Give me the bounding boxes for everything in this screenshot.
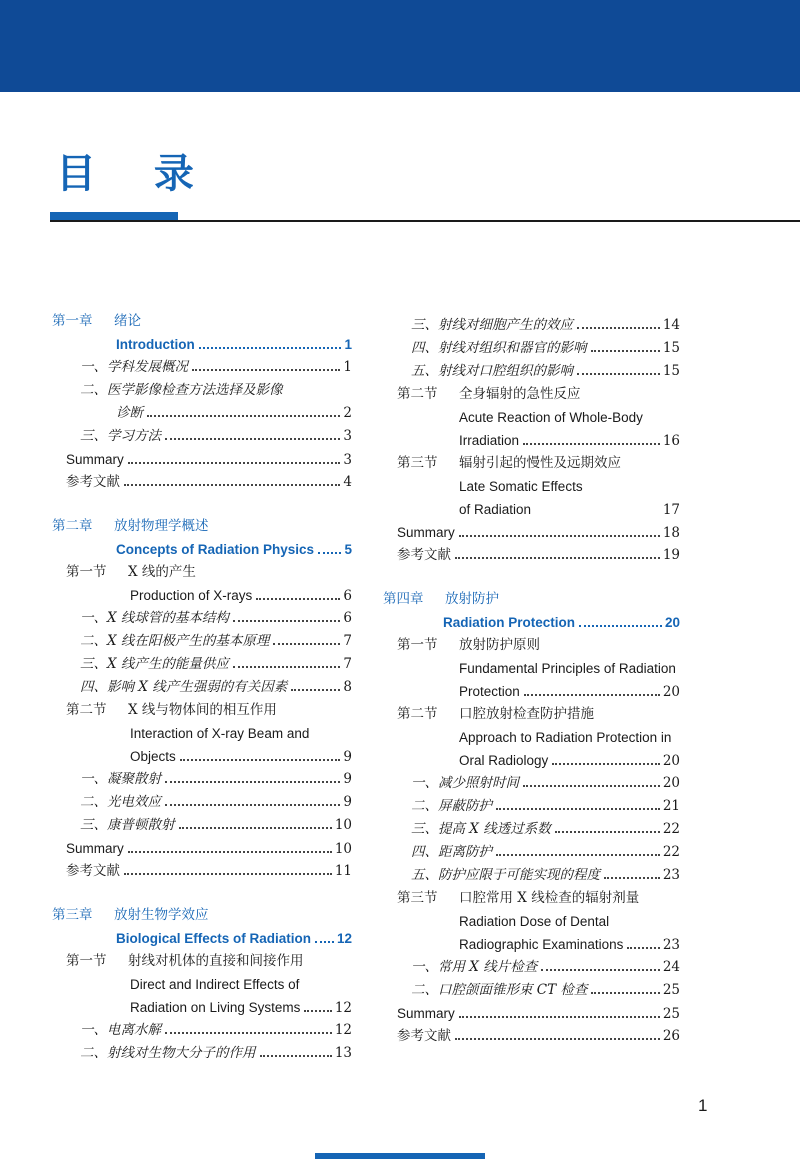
entry-label: 二、X 线在阳极产生的基本原理 — [80, 633, 270, 649]
toc-entry — [52, 1019, 352, 1042]
section-heading — [383, 887, 680, 910]
section-number: 第二节 — [66, 702, 107, 718]
toc-entry — [383, 749, 680, 772]
chapter-title: 绪论 — [114, 313, 141, 329]
toc-entry — [383, 360, 680, 383]
section-title: X 线的产生 — [128, 564, 196, 580]
section-title: 口腔常用 X 线检查的辐射剂量 — [459, 890, 640, 906]
leader-dots — [459, 535, 660, 537]
toc-entry — [383, 1002, 680, 1025]
leader-dots — [459, 1016, 660, 1018]
chapter-number: 第四章 — [383, 591, 424, 607]
entry-label: 一、电离水解 — [80, 1022, 161, 1038]
leader-dots — [165, 781, 340, 783]
chapter-number: 第二章 — [52, 518, 93, 534]
toc-entry — [52, 425, 352, 448]
toc-entry — [52, 745, 352, 768]
page-ref: 7 — [343, 656, 352, 672]
entry-label: 五、射线对口腔组织的影响 — [411, 363, 573, 379]
leader-dots — [291, 689, 340, 691]
entry-label: 二、屏蔽防护 — [411, 798, 492, 814]
page-ref: 22 — [662, 844, 680, 860]
page-ref: 14 — [662, 317, 680, 333]
leader-dots — [179, 827, 332, 829]
entry-label: 四、距离防护 — [411, 844, 492, 860]
page-number: 1 — [698, 1096, 708, 1115]
toc-entry — [383, 544, 680, 567]
section-title: 口腔放射检查防护措施 — [459, 706, 594, 722]
bottom-accent-bar — [315, 1153, 485, 1159]
toc-entry — [383, 680, 680, 703]
toc-entry — [383, 657, 680, 680]
toc-entry — [383, 475, 680, 498]
page-ref: 1 — [344, 337, 352, 352]
toc-entry — [52, 973, 352, 996]
entry-label: 二、光电效应 — [80, 794, 161, 810]
chapter-spacer — [52, 494, 352, 515]
page-ref: 19 — [662, 547, 680, 563]
toc-entry — [52, 448, 352, 471]
page-ref: 5 — [344, 542, 352, 557]
section-number: 第二节 — [397, 706, 438, 722]
toc-entry — [383, 979, 680, 1002]
page-ref: 13 — [334, 1045, 352, 1061]
page-ref: 2 — [343, 405, 352, 421]
leader-dots — [591, 350, 660, 352]
section-title: 射线对机体的直接和间接作用 — [128, 953, 304, 969]
entry-label: of Radiation — [459, 502, 532, 517]
leader-dots — [124, 873, 332, 875]
page-ref: 20 — [662, 753, 680, 769]
leader-dots — [128, 462, 341, 464]
leader-dots — [233, 620, 341, 622]
leader-dots — [496, 854, 660, 856]
page-ref: 26 — [662, 1028, 680, 1044]
entry-label: 一、凝聚散射 — [80, 771, 161, 787]
toc-entry — [383, 406, 680, 429]
leader-dots — [577, 373, 660, 375]
entry-label: Direct and Indirect Effects of — [130, 977, 300, 992]
entry-label: 参考文献 — [66, 474, 120, 490]
entry-label: 三、提高 X 线透过系数 — [411, 821, 551, 837]
chapter-spacer — [383, 567, 680, 588]
entry-label: Interaction of X-ray Beam and — [130, 726, 310, 741]
section-heading — [383, 452, 680, 475]
entry-label: Irradiation — [459, 433, 520, 448]
toc-entry — [383, 864, 680, 887]
toc-right-column — [383, 314, 680, 1048]
toc-entry — [383, 772, 680, 795]
toc-entry — [383, 429, 680, 452]
leader-dots — [124, 484, 340, 486]
section-title: X 线与物体间的相互作用 — [128, 702, 277, 718]
toc-entry — [383, 726, 680, 749]
entry-label: Summary — [397, 525, 455, 540]
toc-entry — [52, 356, 352, 379]
page-ref: 9 — [343, 771, 352, 787]
toc-entry — [52, 722, 352, 745]
entry-label: Approach to Radiation Protection in — [459, 730, 672, 745]
entry-label: Summary — [397, 1006, 455, 1021]
chapter-english-label: Radiation Protection — [443, 615, 576, 630]
page-ref: 22 — [662, 821, 680, 837]
page-ref: 7 — [343, 633, 352, 649]
leader-dots — [455, 557, 660, 559]
chapter-heading — [52, 310, 352, 333]
entry-label: Radiographic Examinations — [459, 937, 624, 952]
section-number: 第三节 — [397, 890, 438, 906]
toc-entry — [383, 818, 680, 841]
page-ref: 3 — [343, 428, 352, 444]
page-ref: 6 — [343, 610, 352, 626]
entry-label: 一、常用 X 线片检查 — [411, 959, 538, 975]
entry-label: 四、射线对组织和器官的影响 — [411, 340, 587, 356]
toc-entry — [52, 837, 352, 860]
chapter-heading — [52, 515, 352, 538]
entry-label: 二、射线对生物大分子的作用 — [80, 1045, 256, 1061]
toc-entry — [383, 910, 680, 933]
toc-entry — [383, 337, 680, 360]
entry-label: Summary — [66, 452, 124, 467]
toc-entry — [52, 676, 352, 699]
section-heading — [52, 699, 352, 722]
leader-dots — [315, 941, 334, 943]
entry-label: 诊断 — [116, 405, 143, 421]
section-heading — [52, 950, 352, 973]
page-ref: 24 — [662, 959, 680, 975]
page-ref: 21 — [662, 798, 680, 814]
entry-label: Summary — [66, 841, 124, 856]
entry-label: 参考文献 — [66, 863, 120, 879]
entry-label: 参考文献 — [397, 547, 451, 563]
page-ref: 23 — [662, 937, 680, 953]
page-ref: 16 — [662, 433, 680, 449]
toc-entry — [383, 498, 680, 521]
title-rule — [50, 220, 800, 222]
leader-dots — [591, 992, 659, 994]
toc-entry — [383, 521, 680, 544]
toc-left-column — [52, 310, 352, 1065]
page-ref: 9 — [343, 749, 352, 765]
leader-dots — [524, 694, 660, 696]
chapter-english-title — [52, 333, 352, 356]
entry-label: Oral Radiology — [459, 753, 549, 768]
entry-label: 一、X 线球管的基本结构 — [80, 610, 229, 626]
toc-entry — [52, 860, 352, 883]
leader-dots — [496, 808, 660, 810]
leader-dots — [555, 831, 660, 833]
toc-entry — [383, 841, 680, 864]
entry-label: Radiation on Living Systems — [130, 1000, 301, 1015]
entry-label: Late Somatic Effects — [459, 479, 583, 494]
page-ref: 15 — [662, 363, 680, 379]
page-ref: 15 — [662, 340, 680, 356]
page-ref: 4 — [343, 474, 352, 490]
page-ref: 25 — [662, 982, 680, 998]
toc-entry — [52, 791, 352, 814]
leader-dots — [541, 969, 660, 971]
toc-entry — [52, 379, 352, 402]
entry-label: 三、X 线产生的能量供应 — [80, 656, 229, 672]
header-color-block — [0, 0, 800, 92]
page-ref: 12 — [336, 931, 352, 946]
page-ref: 11 — [334, 863, 352, 879]
leader-dots — [192, 369, 340, 371]
section-number: 第二节 — [397, 386, 438, 402]
chapter-title: 放射物理学概述 — [114, 518, 209, 534]
toc-entry — [383, 314, 680, 337]
page-ref: 1 — [343, 359, 352, 375]
toc-entry — [52, 584, 352, 607]
section-number: 第一节 — [397, 637, 438, 653]
entry-label: Radiation Dose of Dental — [459, 914, 610, 929]
leader-dots — [604, 877, 660, 879]
toc-entry — [383, 1025, 680, 1048]
section-heading — [52, 561, 352, 584]
entry-label: 三、射线对细胞产生的效应 — [411, 317, 573, 333]
chapter-english-label: Biological Effects of Radiation — [116, 931, 312, 946]
leader-dots — [304, 1010, 331, 1012]
section-heading — [383, 634, 680, 657]
entry-label: 二、医学影像检查方法选择及影像 — [80, 382, 283, 398]
section-title: 辐射引起的慢性及远期效应 — [459, 455, 621, 471]
page-ref: 20 — [664, 615, 680, 630]
toc-entry — [52, 402, 352, 425]
chapter-number: 第一章 — [52, 313, 93, 329]
leader-dots — [455, 1038, 660, 1040]
chapter-number: 第三章 — [52, 907, 93, 923]
chapter-english-label: Concepts of Radiation Physics — [116, 542, 315, 557]
leader-dots — [165, 438, 340, 440]
entry-label: 三、学习方法 — [80, 428, 161, 444]
leader-dots — [523, 443, 660, 445]
page-title: 目 录 — [56, 151, 216, 197]
entry-label: Acute Reaction of Whole-Body — [459, 410, 643, 425]
leader-dots — [579, 625, 662, 627]
entry-label: 四、影响 X 线产生强弱的有关因素 — [80, 679, 288, 695]
section-number: 第一节 — [66, 953, 107, 969]
leader-dots — [256, 598, 340, 600]
toc-entry — [52, 471, 352, 494]
page-ref: 25 — [662, 1006, 680, 1022]
entry-label: Objects — [130, 749, 176, 764]
entry-label: 一、学科发展概况 — [80, 359, 188, 375]
page-ref: 20 — [662, 775, 680, 791]
section-heading — [383, 703, 680, 726]
chapter-english-title — [52, 538, 352, 561]
leader-dots — [273, 643, 340, 645]
section-title: 全身辐射的急性反应 — [459, 386, 581, 402]
section-number: 第一节 — [66, 564, 107, 580]
toc-entry — [52, 653, 352, 676]
page-ref: 6 — [343, 588, 352, 604]
leader-dots — [318, 552, 341, 554]
section-number: 第三节 — [397, 455, 438, 471]
page-ref: 20 — [662, 684, 680, 700]
leader-dots — [147, 415, 340, 417]
toc-entry — [383, 795, 680, 818]
chapter-heading — [383, 588, 680, 611]
chapter-english-title — [383, 611, 680, 634]
entry-label: 参考文献 — [397, 1028, 451, 1044]
leader-dots — [233, 666, 341, 668]
toc-entry — [52, 814, 352, 837]
entry-label: 三、康普顿散射 — [80, 817, 175, 833]
entry-label: Fundamental Principles of Radiation — [459, 661, 676, 676]
leader-dots — [552, 763, 660, 765]
entry-label: Protection — [459, 684, 520, 699]
chapter-english-title — [52, 927, 352, 950]
page-ref: 23 — [662, 867, 680, 883]
page-ref: 10 — [334, 817, 352, 833]
page-ref: 9 — [343, 794, 352, 810]
page-ref: 3 — [343, 452, 352, 468]
entry-label: 一、减少照射时间 — [411, 775, 519, 791]
page-ref: 8 — [343, 679, 352, 695]
chapter-english-label: Introduction — [116, 337, 195, 352]
chapter-title: 放射防护 — [445, 591, 499, 607]
chapter-spacer — [52, 883, 352, 904]
leader-dots — [165, 1032, 332, 1034]
leader-dots — [577, 327, 660, 329]
toc-entry — [383, 956, 680, 979]
leader-dots — [180, 759, 341, 761]
toc-entry — [52, 768, 352, 791]
leader-dots — [199, 347, 342, 349]
section-title: 放射防护原则 — [459, 637, 540, 653]
page-ref: 17 — [662, 502, 680, 518]
chapter-title: 放射生物学效应 — [114, 907, 209, 923]
page-ref: 18 — [662, 525, 680, 541]
page-ref: 12 — [334, 1000, 352, 1016]
toc-entry — [52, 630, 352, 653]
leader-dots — [128, 851, 332, 853]
leader-dots — [627, 947, 659, 949]
entry-label: Production of X-rays — [130, 588, 253, 603]
toc-entry — [52, 996, 352, 1019]
page-ref: 10 — [334, 841, 352, 857]
chapter-heading — [52, 904, 352, 927]
leader-dots — [523, 785, 660, 787]
leader-dots — [165, 804, 340, 806]
leader-dots — [260, 1055, 332, 1057]
toc-entry — [383, 933, 680, 956]
entry-label: 五、防护应限于可能实现的程度 — [411, 867, 600, 883]
toc-entry — [52, 607, 352, 630]
page-ref: 12 — [334, 1022, 352, 1038]
toc-entry — [52, 1042, 352, 1065]
entry-label: 二、口腔颌面锥形束 CT 检查 — [411, 982, 588, 998]
section-heading — [383, 383, 680, 406]
